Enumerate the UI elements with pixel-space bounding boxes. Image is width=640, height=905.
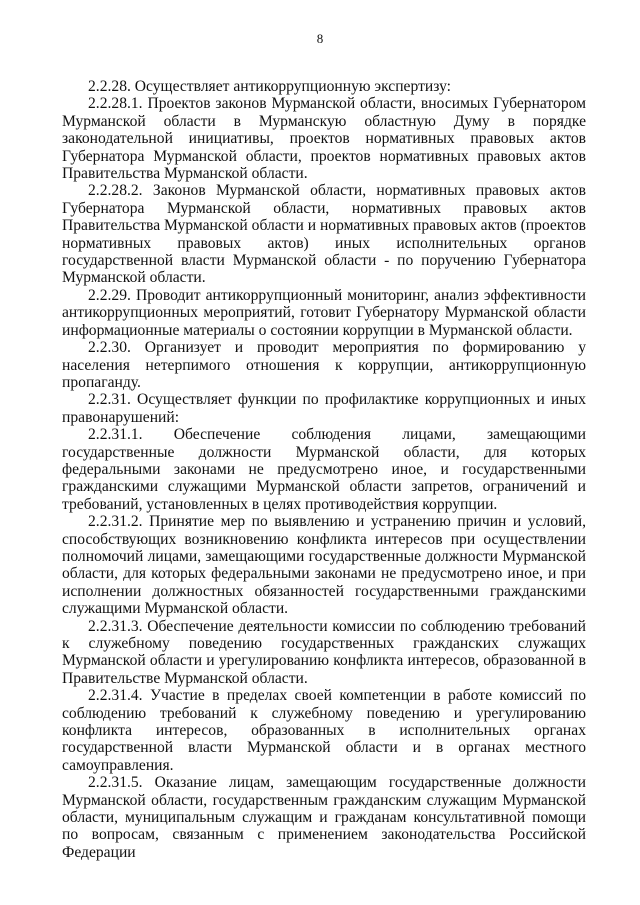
paragraph-2-2-28-1: 2.2.28.1. Проектов законов Мурманской области, вносимых Губернатором Мурманской области в Мурманскую областную Думу в порядке законодательной инициативы, проектов нормативных правовых актов Губернатора Мурманской области, проектов нормативных правовых актов Правительства Мурманской области.: [62, 95, 586, 183]
paragraph-2-2-31-5: 2.2.31.5. Оказание лицам, замещающим государственные должности Мурманской области, государственным гражданским служащим Мурманской области, муниципальным служащим и гражданам консультативной помощи по вопросам, связанным с применением законодательства Российской Федерации: [62, 774, 586, 861]
paragraph-2-2-31-4: 2.2.31.4. Участие в пределах своей компетенции в работе комиссий по соблюдению требований к служебному поведению и урегулированию конфликта интересов, образованных в исполнительных органах государственной власти Мурманской области и в органах местного самоуправления.: [62, 687, 586, 774]
page-number: 8: [316, 31, 324, 46]
paragraph-2-2-28: 2.2.28. Осуществляет антикоррупционную экспертизу:: [88, 78, 451, 95]
paragraph-2-2-31: 2.2.31. Осуществляет функции по профилактике коррупционных и иных правонарушений:: [62, 391, 586, 426]
paragraph-2-2-29: 2.2.29. Проводит антикоррупционный мониторинг, анализ эффективности антикоррупционных мероприятий, готовит Губернатору Мурманской области информационные материалы о состоянии коррупции в Мурманской области.: [62, 286, 586, 339]
paragraph-2-2-31-2: 2.2.31.2. Принятие мер по выявлению и устранению причин и условий, способствующих возникновению конфликта интересов при осуществлении полномочий лицами, замещающими государственные должности Мурманской области, для которых федеральными законами не предусмотрено иное, и при исполнении должностных обязанностей государственными гражданскими служащими Мурманской области.: [62, 513, 586, 618]
paragraph-2-2-30: 2.2.30. Организует и проводит мероприятия по формированию у населения нетерпимого отношения к коррупции, антикоррупционную пропаганду.: [62, 339, 586, 391]
paragraph-2-2-28-2: 2.2.28.2. Законов Мурманской области, нормативных правовых актов Губернатора Мурманской области, нормативных правовых актов Правительства Мурманской области и нормативных правовых актов (проектов нормативных правовых актов) иных исполнительных органов государственной власти Мурманской области - по поручению Губернатора Мурманской области.: [62, 182, 586, 287]
paragraph-2-2-31-3: 2.2.31.3. Обеспечение деятельности комиссии по соблюдению требований к служебному поведению государственных гражданских служащих Мурманской области и урегулированию конфликта интересов, образованной в Правительстве Мурманской области.: [62, 617, 586, 687]
paragraph-2-2-31-1: 2.2.31.1. Обеспечение соблюдения лицами, замещающими государственные должности Мурманской области, для которых федеральными законами не предусмотрено иное, и государственными гражданскими служащими Мурманской области запретов, ограничений и требований, установленных в целях противодействия коррупции.: [62, 426, 586, 513]
document-body: [62, 78, 586, 861]
